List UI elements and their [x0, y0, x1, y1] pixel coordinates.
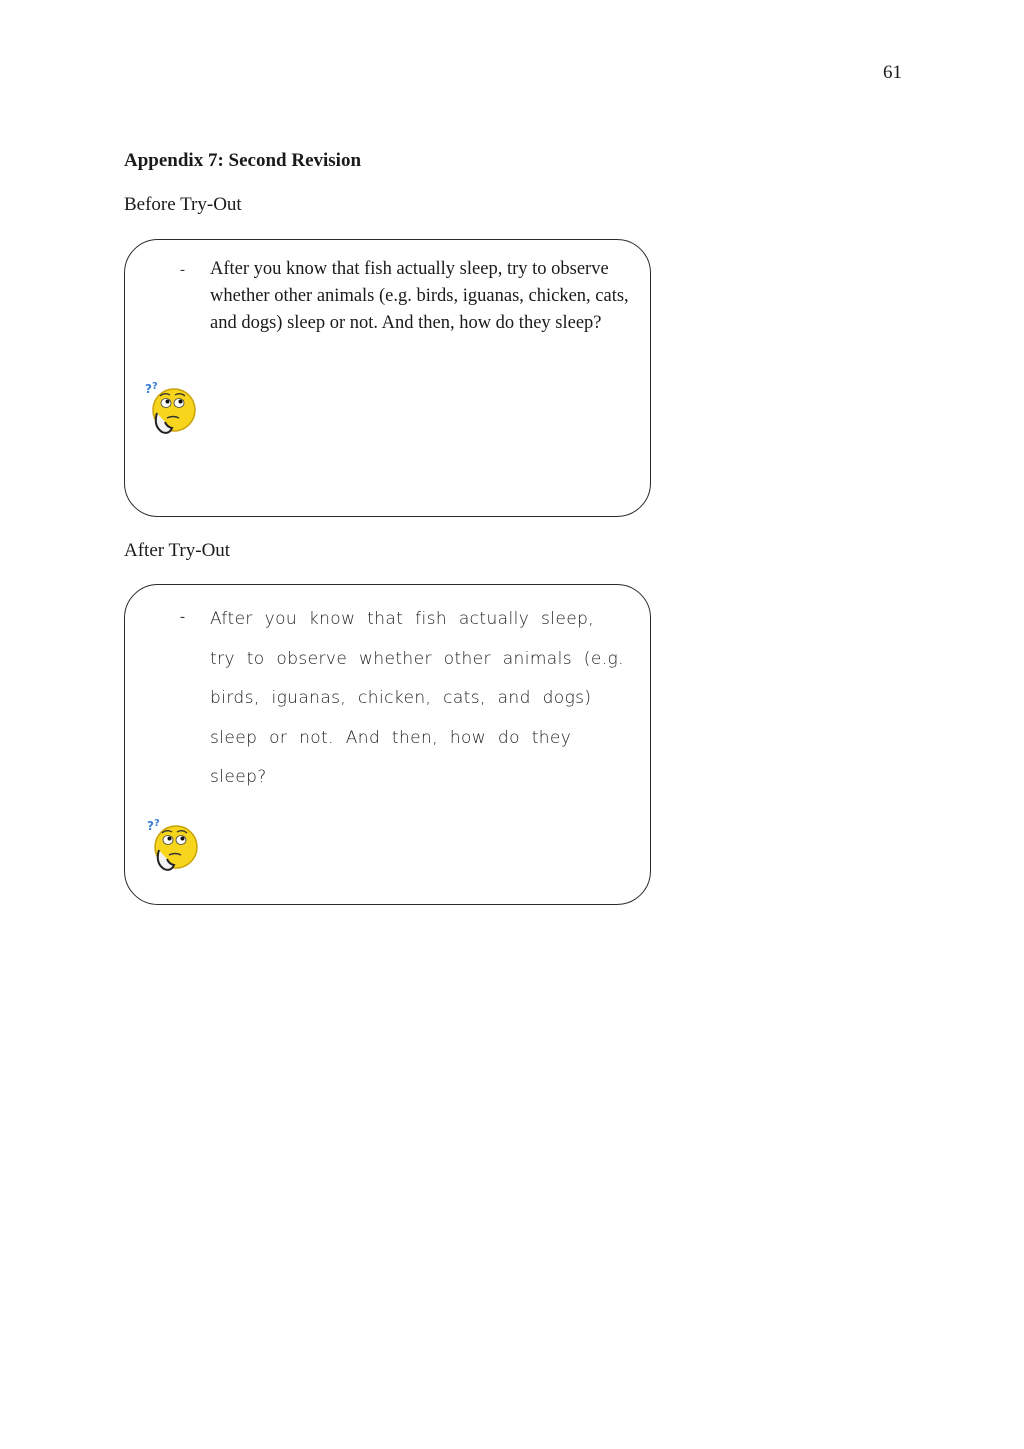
- after-tryout-card: [124, 584, 651, 905]
- after-tryout-text: After you know that fish actually sleep, try to observe whether other animals (e.g. birds, iguanas, chicken, cats, and dogs) sleep or not. And then, how do they sleep?: [210, 609, 624, 787]
- before-tryout-card: [124, 239, 651, 517]
- thinking-face-icon: [145, 380, 197, 438]
- after-tryout-label: After Try-Out: [124, 540, 231, 561]
- before-tryout-text: After you know that fish actually sleep, try to observe whether other animals (e.g. birds, iguanas, chicken, cats, and dogs) sleep or not. And then, how do they sleep?: [210, 259, 629, 333]
- svg-text:?: ?: [147, 819, 154, 833]
- bullet-dash: -: [180, 262, 185, 278]
- svg-text:?: ?: [145, 382, 152, 396]
- page-heading: Appendix 7: Second Revision: [124, 150, 362, 171]
- page-number: 61: [883, 62, 902, 83]
- svg-text:?: ?: [152, 381, 158, 392]
- before-tryout-label: Before Try-Out: [124, 194, 242, 215]
- svg-text:?: ?: [154, 818, 160, 829]
- thinking-face-icon: [147, 817, 199, 875]
- bullet-dash: -: [180, 609, 185, 625]
